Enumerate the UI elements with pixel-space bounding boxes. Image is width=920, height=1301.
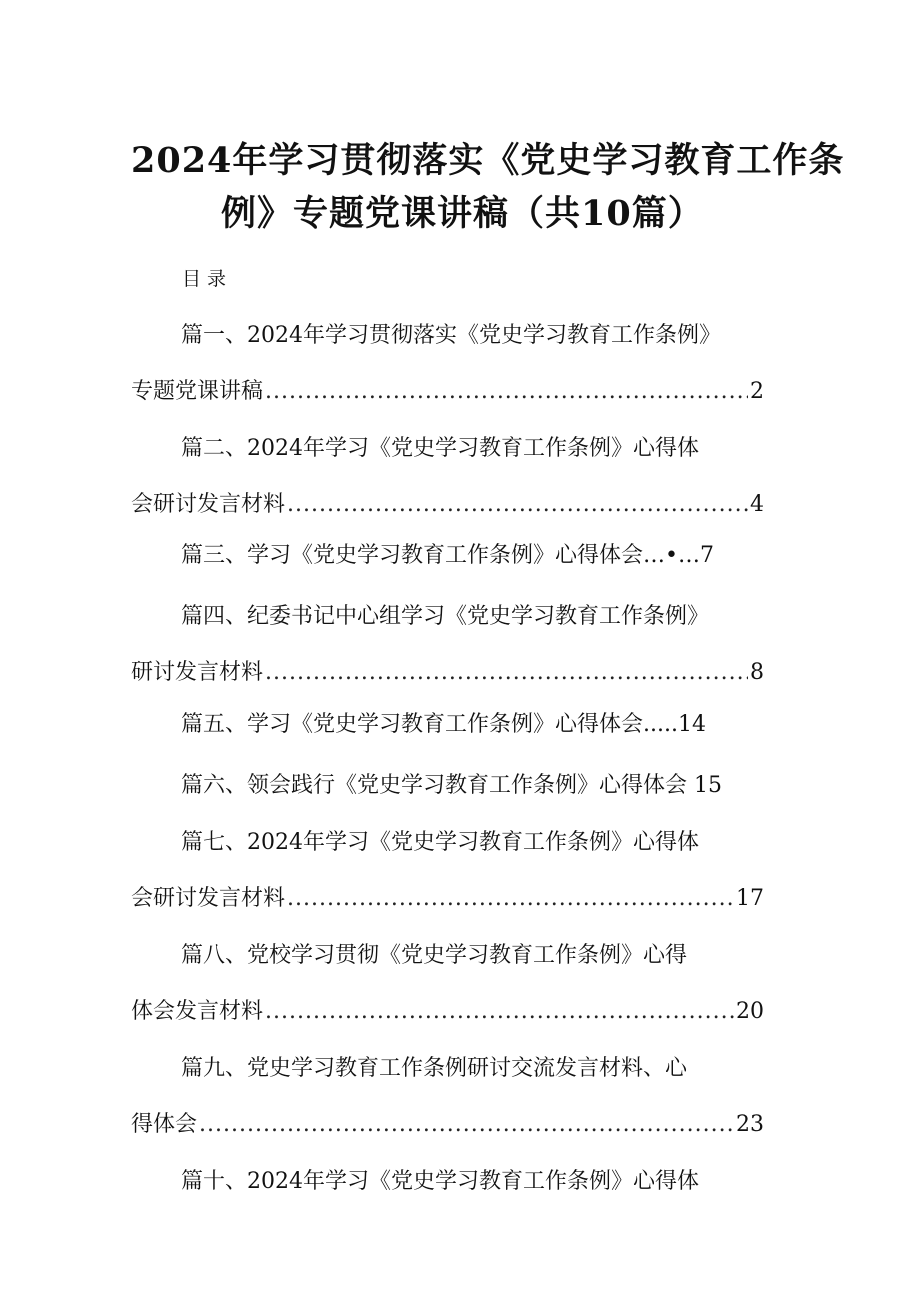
toc-dot-leader — [287, 888, 734, 910]
toc-entry-4-line-2[interactable] — [131, 662, 764, 684]
toc-entry-9-line-1[interactable]: 篇九、党史学习教育工作条例研讨交流发言材料、心 — [181, 1056, 688, 1081]
toc-entry-4-title-tail: 研讨发言材料 — [131, 660, 264, 685]
toc-entry-3[interactable]: 篇三、学习《党史学习教育工作条例》心得体会…•…7 — [181, 543, 714, 568]
toc-entry-6[interactable]: 篇六、领会践行《党史学习教育工作条例》心得体会 15 — [181, 773, 722, 798]
toc-entry-2-line-2[interactable] — [131, 494, 764, 516]
document-title-line-2: 例》专题党课讲稿（共10篇） — [221, 193, 704, 234]
toc-dot-leader — [199, 1114, 734, 1136]
toc-dot-leader — [265, 662, 748, 684]
toc-entry-7-page: 17 — [736, 886, 764, 911]
toc-dot-leader — [287, 494, 748, 516]
toc-entry-1-line-2[interactable] — [131, 381, 764, 403]
toc-dot-leader — [265, 381, 748, 403]
toc-entry-2-page: 4 — [750, 492, 764, 517]
document-title-line-1: 2024年学习贯彻落实《党史学习教育工作条 — [131, 140, 845, 181]
toc-entry-8-title-tail: 体会发言材料 — [131, 999, 264, 1024]
toc-entry-9-title-tail: 得体会 — [131, 1112, 198, 1137]
toc-entry-7-line-2[interactable] — [131, 888, 764, 910]
toc-entry-7-title-tail: 会研讨发言材料 — [131, 886, 286, 911]
toc-entry-2-title-tail: 会研讨发言材料 — [131, 492, 286, 517]
toc-heading: 目录 — [182, 268, 233, 290]
toc-entry-8-line-1[interactable]: 篇八、党校学习贯彻《党史学习教育工作条例》心得 — [181, 943, 688, 968]
toc-entry-4-line-1[interactable]: 篇四、纪委书记中心组学习《党史学习教育工作条例》 — [181, 604, 710, 629]
toc-entry-1-page: 2 — [750, 379, 764, 404]
toc-entry-1-line-1[interactable]: 篇一、2024年学习贯彻落实《党史学习教育工作条例》 — [181, 323, 721, 348]
toc-entry-2-line-1[interactable]: 篇二、2024年学习《党史学习教育工作条例》心得体 — [181, 436, 699, 461]
toc-entry-9-line-2[interactable] — [131, 1114, 764, 1136]
toc-entry-9-page: 23 — [736, 1112, 764, 1137]
toc-entry-7-line-1[interactable]: 篇七、2024年学习《党史学习教育工作条例》心得体 — [181, 830, 699, 855]
toc-entry-4-page: 8 — [750, 660, 764, 685]
toc-dot-leader — [265, 1001, 734, 1023]
toc-entry-8-page: 20 — [736, 999, 764, 1024]
toc-entry-5[interactable]: 篇五、学习《党史学习教育工作条例》心得体会.....14 — [181, 712, 706, 737]
toc-entry-10-line-1[interactable]: 篇十、2024年学习《党史学习教育工作条例》心得体 — [181, 1169, 699, 1194]
toc-entry-8-line-2[interactable] — [131, 1001, 764, 1023]
toc-entry-1-title-tail: 专题党课讲稿 — [131, 379, 264, 404]
